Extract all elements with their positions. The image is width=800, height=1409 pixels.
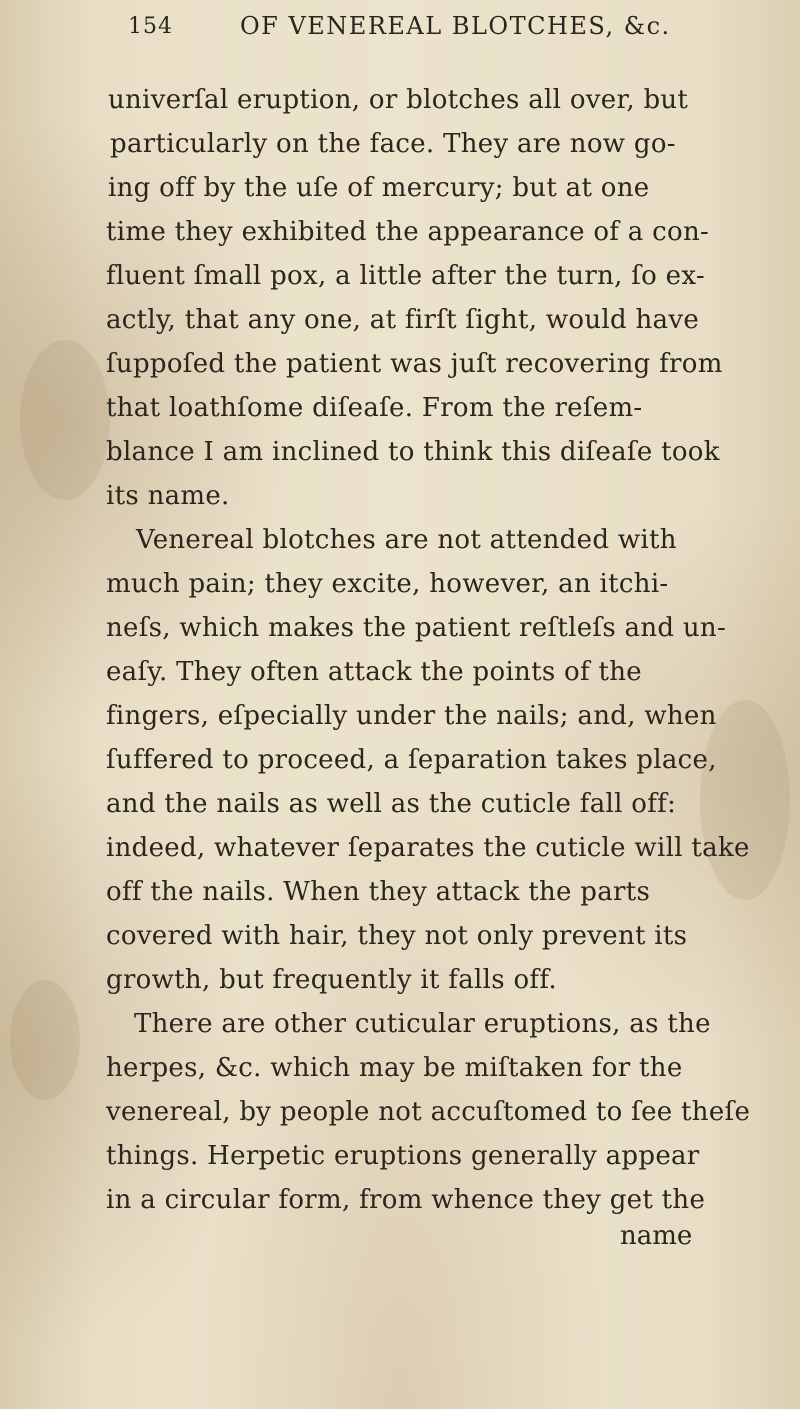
text-line: its name.: [106, 481, 230, 511]
running-head: OF VENEREAL BLOTCHES, &c.: [240, 12, 671, 40]
text-line: covered with hair, they not only prevent its: [106, 921, 688, 951]
text-line: things. Herpetic eruptions generally appear: [106, 1141, 700, 1171]
text-line: neſs, which makes the patient reſtleſs and un-: [106, 613, 727, 643]
text-line: off the nails. When they attack the parts: [106, 877, 651, 907]
text-line: There are other cuticular eruptions, as the: [134, 1009, 711, 1039]
catchword: name: [620, 1221, 693, 1251]
text-line: ing off by the uſe of mercury; but at one: [108, 173, 650, 203]
text-line: that loathſome diſeaſe. From the reſem-: [106, 393, 643, 423]
text-line: in a circular form, from whence they get the: [106, 1185, 706, 1215]
text-line: indeed, whatever ſeparates the cuticle will take: [106, 833, 750, 863]
page-header: [100, 8, 700, 44]
text-line: growth, but frequently it falls off.: [106, 965, 557, 995]
text-line: herpes, &c. which may be miſtaken for the: [106, 1053, 683, 1083]
text-line: time they exhibited the appearance of a con-: [106, 217, 710, 247]
paper-stain: [20, 340, 110, 500]
text-line: eaſy. They often attack the points of the: [106, 657, 642, 687]
text-line: particularly on the face. They are now go-: [110, 129, 676, 159]
text-line: blance I am inclined to think this diſeaſe took: [106, 437, 720, 467]
page-number: 154: [128, 14, 173, 39]
text-line: and the nails as well as the cuticle fall off:: [106, 789, 677, 819]
text-line: ſuppoſed the patient was juſt recovering from: [106, 349, 723, 379]
text-line: univerſal eruption, or blotches all over, but: [108, 85, 689, 115]
text-line: fluent ſmall pox, a little after the turn, ſo ex-: [106, 261, 705, 291]
text-line: venereal, by people not accuſtomed to ſee theſe: [106, 1097, 751, 1127]
text-line: ſuffered to proceed, a ſeparation takes place,: [106, 745, 717, 775]
paper-stain: [10, 980, 80, 1100]
text-line: actly, that any one, at firſt ſight, would have: [106, 305, 700, 335]
text-line: fingers, eſpecially under the nails; and, when: [106, 701, 717, 731]
text-line: Venereal blotches are not attended with: [136, 525, 677, 555]
text-line: much pain; they excite, however, an itchi-: [106, 569, 669, 599]
